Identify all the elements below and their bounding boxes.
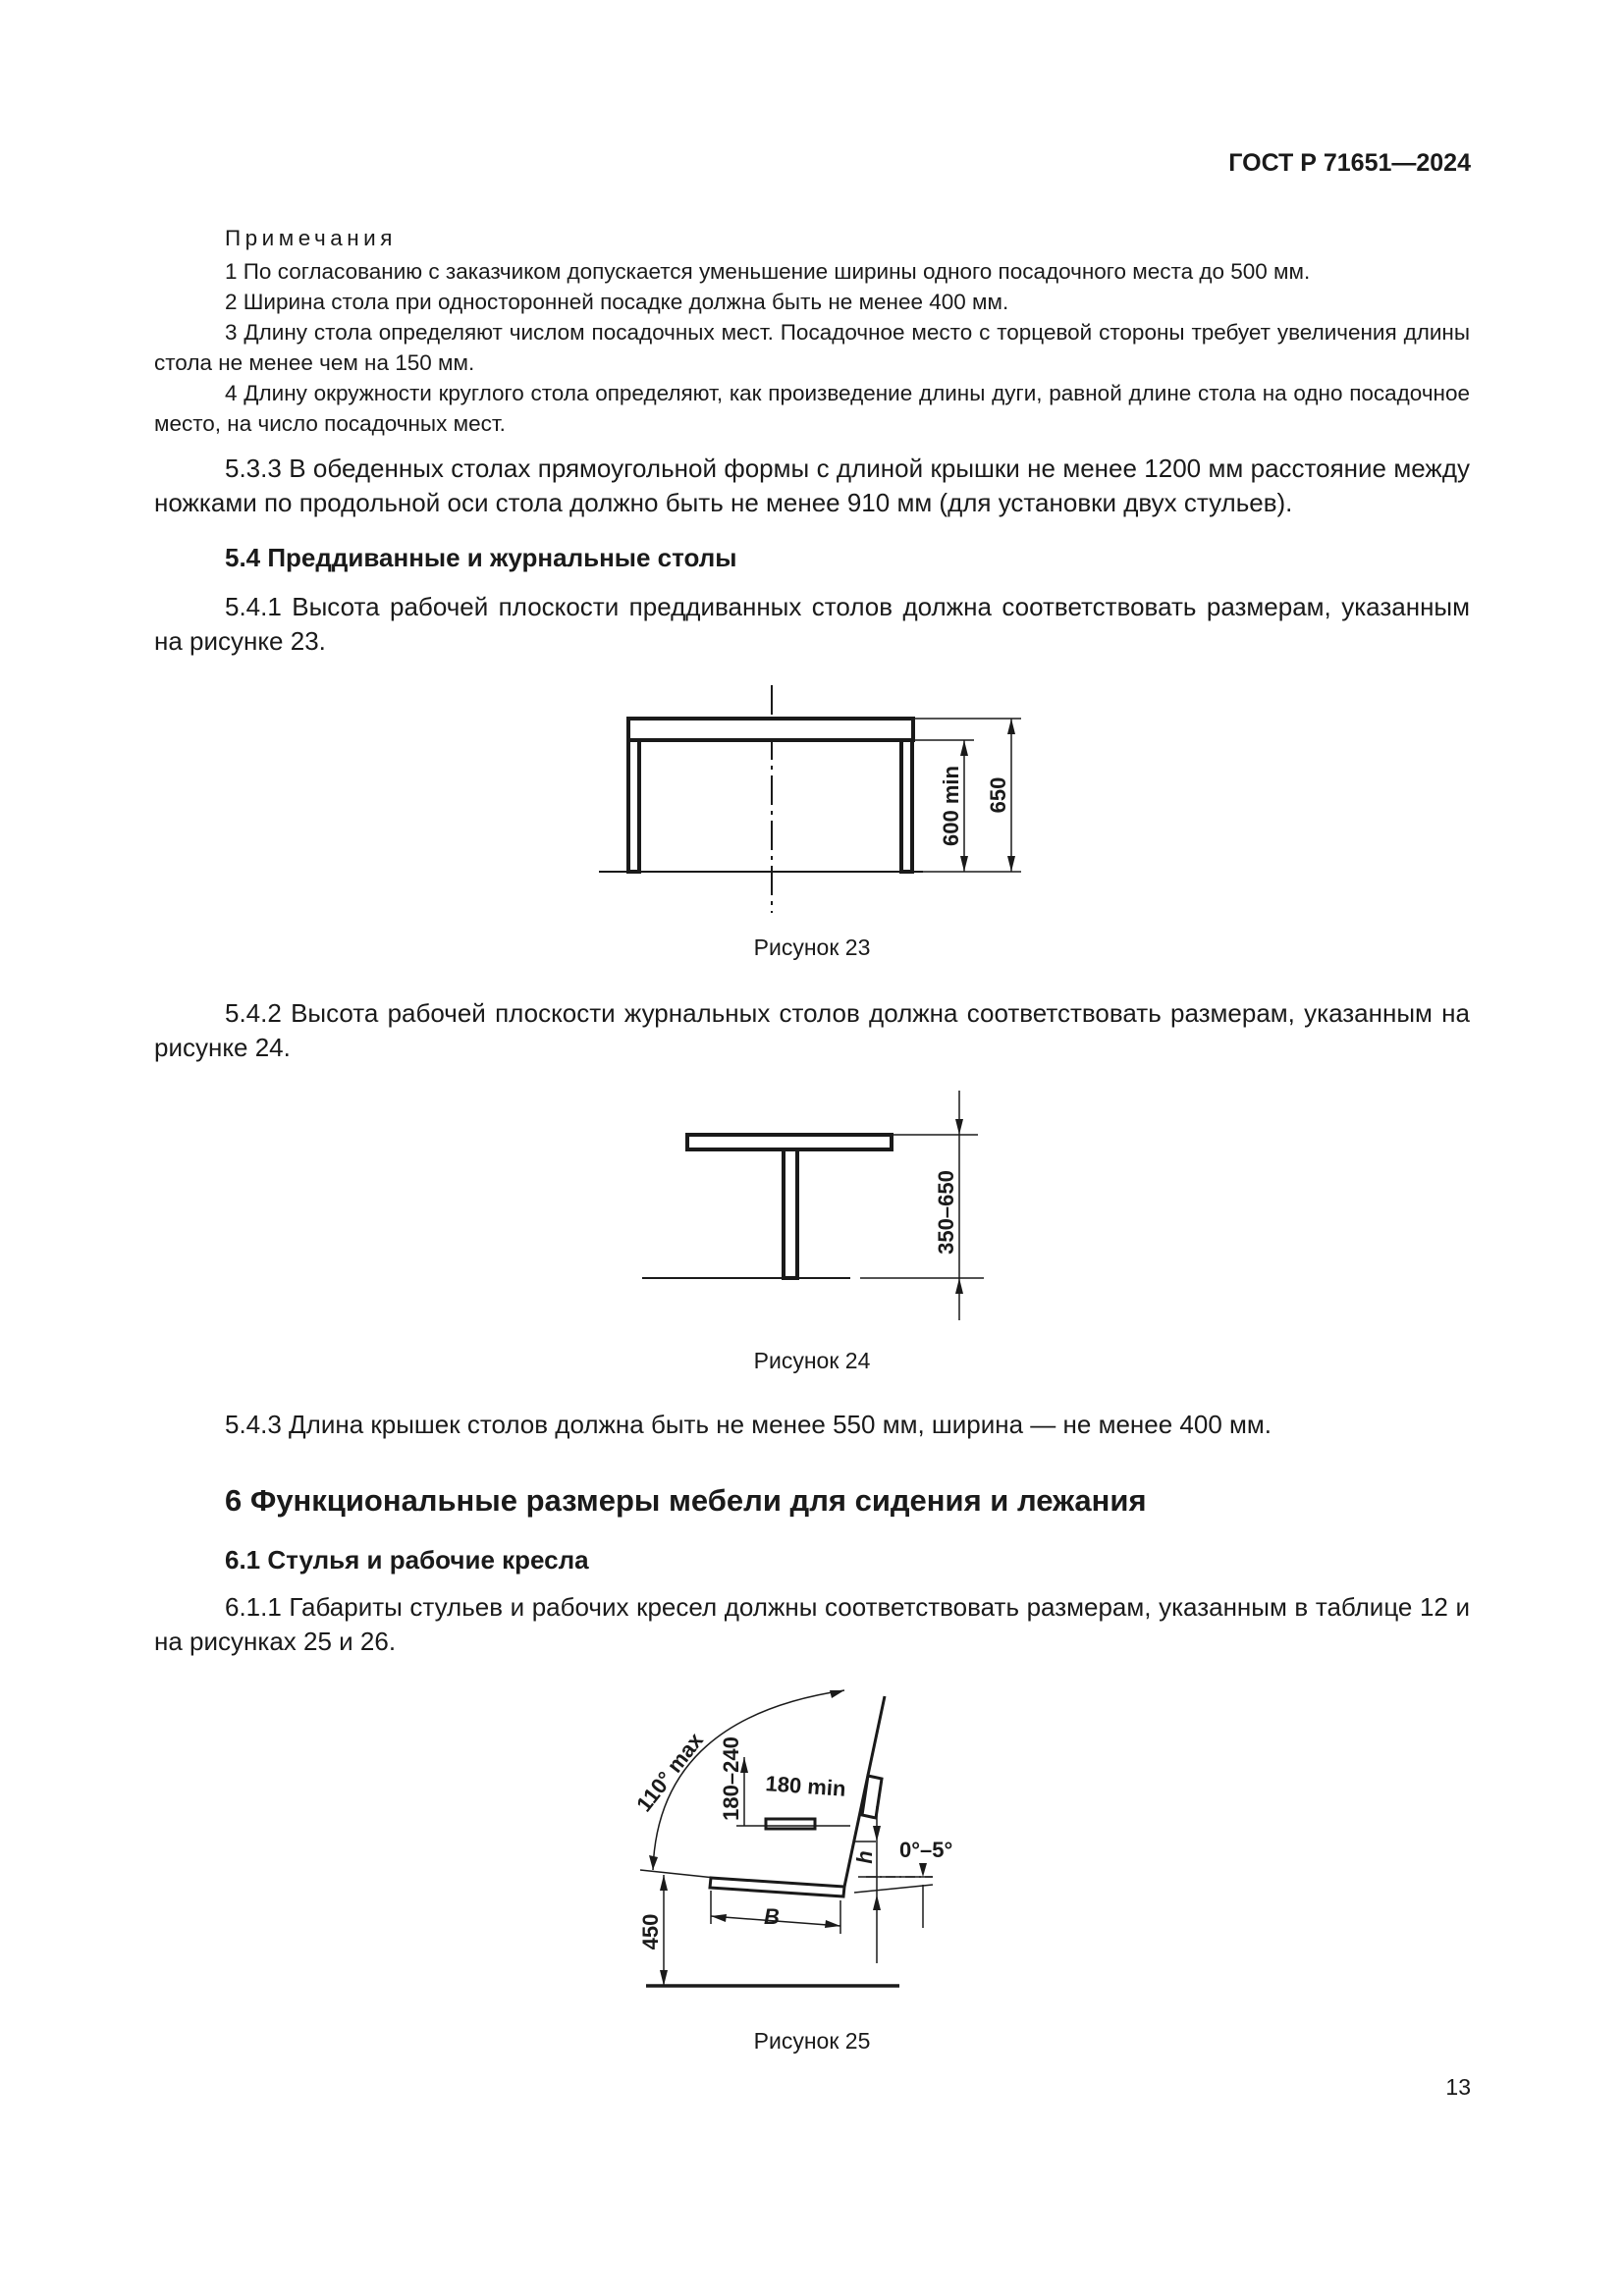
note-4: 4 Длину окружности круглого стола определяют, как произведение длины дуги, равной длине стола на одно посадочное место, на число посадочных мест. xyxy=(154,381,1470,436)
paragraph-5-4-3: 5.4.3 Длина крышек столов должна быть не менее 550 мм, ширина — не менее 400 мм. xyxy=(225,1410,1272,1439)
figure-23-dim-inner: 600 min xyxy=(939,766,963,846)
paragraph-5-3-3: 5.3.3 В обеденных столах прямоугольной формы с длиной крышки не менее 1200 мм расстояние между ножками по продольной оси стола должно быть не менее 910 мм (для установки двух стульев). xyxy=(154,454,1470,517)
heading-6: 6 Функциональные размеры мебели для сидения и лежания xyxy=(225,1483,1147,1518)
figure-23-dim-outer: 650 xyxy=(986,776,1010,814)
paragraph-5-4-2: 5.4.2 Высота рабочей плоскости журнальных столов должна соответствовать размерам, указанным на рисунке 24. xyxy=(154,998,1470,1062)
figure-25-back-min-label: 180 min xyxy=(764,1771,847,1801)
figure-25-back-height-label: 180–240 xyxy=(719,1736,743,1821)
figure-23-drawing xyxy=(589,677,1041,913)
figure-25-angle-label: 110° max xyxy=(631,1728,709,1817)
note-2: 2 Ширина стола при односторонней посадке должна быть не менее 400 мм. xyxy=(225,290,1009,314)
heading-6-1: 6.1 Стулья и рабочие кресла xyxy=(225,1545,589,1575)
paragraph-6-1-1: 6.1.1 Габариты стульев и рабочих кресел должны соответствовать размерам, указанным в таблице 12 и на рисунках 25 и 26. xyxy=(154,1592,1470,1656)
note-1: 1 По согласованию с заказчиком допускается уменьшение ширины одного посадочного места до 500 мм. xyxy=(225,259,1311,284)
figure-25-tilt-label: 0°–5° xyxy=(899,1838,953,1862)
notes-title: Примечания xyxy=(225,226,397,250)
note-3: 3 Длину стола определяют числом посадочных мест. Посадочное место с торцевой стороны требует увеличения длины стола не менее чем на 150 мм. xyxy=(154,320,1470,375)
figure-25-h-label: h xyxy=(852,1850,877,1864)
figure-24-caption: Рисунок 24 xyxy=(753,1348,871,1373)
figure-24-dim: 350–650 xyxy=(934,1170,958,1255)
document-id: ГОСТ Р 71651—2024 xyxy=(1228,149,1471,177)
figure-25-depth-label: B xyxy=(764,1904,780,1929)
heading-5-4: 5.4 Преддиванные и журнальные столы xyxy=(225,543,737,572)
figure-24-drawing xyxy=(628,1085,1001,1320)
figure-25-caption: Рисунок 25 xyxy=(753,2028,871,2054)
page-number: 13 xyxy=(1445,2074,1471,2100)
paragraph-5-4-1: 5.4.1 Высота рабочей плоскости преддиванных столов должна соответствовать размерам, указанным на рисунке 23. xyxy=(154,592,1470,656)
figure-25-drawing xyxy=(619,1669,1031,2002)
figure-25-seat-height-label: 450 xyxy=(638,1913,663,1950)
figure-23-caption: Рисунок 23 xyxy=(753,934,871,960)
